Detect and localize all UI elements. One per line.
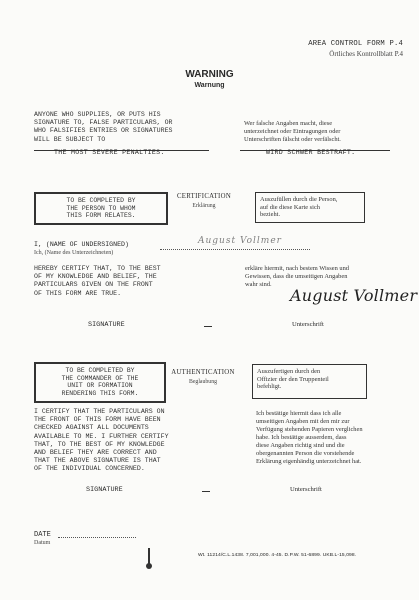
certify-line: PARTICULARS GIVEN ON THE FRONT	[34, 281, 153, 289]
form-code-en: AREA CONTROL FORM P.4	[308, 40, 403, 48]
box-line: Offizier der den Truppenteil	[257, 375, 329, 383]
penalty-de: WIRD SCHWER BESTRAFT.	[266, 149, 356, 156]
certification-title-de: Erklärung	[192, 203, 216, 209]
warning-line: WILL BE SUBJECT TO	[34, 135, 106, 143]
box-line: THE COMMANDER OF THE	[61, 374, 139, 382]
auth-line: THAT, TO THE BEST OF MY KNOWLEDGE	[34, 440, 165, 448]
auth-line: THAT THE ABOVE SIGNATURE IS THAT	[34, 457, 161, 465]
box-line: Auszufüllen durch die Person,	[260, 196, 338, 203]
cert-instructions-en-box	[34, 192, 168, 225]
name-label-de: Ich, (Name des Unterzeichneten)	[34, 250, 114, 256]
punch-hole	[146, 563, 152, 569]
box-line: TO BE COMPLETED BY	[66, 197, 136, 204]
signature-handwritten[interactable]: August Vollmer	[290, 286, 418, 305]
box-line: befehligt.	[257, 383, 282, 391]
auth-line: umseitigen Angaben mit den mir zur	[256, 418, 350, 425]
auth-line: habe. Ich bestätige ausserdem, dass	[256, 434, 347, 441]
certify-line: Gewissen, dass die umseitigen Angaben	[245, 273, 348, 280]
box-line: bezieht.	[260, 211, 281, 219]
signature-label-de: Unterschrift	[292, 321, 324, 328]
warning-line: ANYONE WHO SUPPLIES, OR PUTS HIS	[34, 111, 161, 118]
warning-line: Unterschriften fälscht oder verfälscht.	[244, 136, 341, 143]
separator-dash	[204, 326, 212, 327]
separator-dash	[202, 491, 210, 492]
date-label-de: Datum	[34, 540, 51, 546]
warning-line: unterzeichnet oder Eintragungen oder	[244, 128, 341, 135]
certify-line: HEREBY CERTIFY THAT, TO THE BEST	[34, 265, 161, 272]
auth-line: diese Angaben richtig sind und die	[256, 442, 345, 449]
certify-text-en	[34, 265, 214, 298]
box-line: RENDERING THIS FORM.	[61, 389, 139, 397]
box-line: auf die diese Karte sich	[260, 203, 320, 211]
penalty-en: THE MOST SEVERE PENALTIES.	[54, 149, 165, 156]
auth-text-de	[256, 410, 396, 466]
authentication-title-de: Beglaubung	[188, 379, 217, 385]
certification-title: CERTIFICATION	[176, 193, 232, 200]
authentication-title: AUTHENTICATION	[171, 369, 235, 376]
auth-signature-label-de: Unterschrift	[290, 486, 322, 493]
certify-line: OF MY KNOWLEDGE AND BELIEF, THE	[34, 273, 157, 281]
name-label-en: I, (NAME OF UNDERSIGNED)	[34, 241, 129, 248]
auth-line: THE FRONT OF THIS FORM HAVE BEEN	[34, 416, 161, 424]
auth-line: obergenannten Person die vorstehende	[256, 450, 355, 457]
warning-subtitle: Warnung	[194, 82, 225, 89]
warning-title: WARNING	[185, 69, 234, 80]
date-line[interactable]	[58, 537, 136, 538]
auth-line: OF THE INDIVIDUAL CONCERNED.	[34, 465, 145, 473]
name-value[interactable]: August Vollmer	[198, 236, 282, 246]
certify-line: OF THIS FORM ARE TRUE.	[34, 289, 122, 297]
auth-line: Erklärung eigenhändig unterzeichnet hat.	[256, 458, 362, 465]
warning-text-en	[34, 111, 209, 144]
certify-line: erkläre hiermit, nach bestem Wissen und	[245, 265, 349, 272]
box-line: THE PERSON TO WHOM	[66, 204, 136, 212]
box-line: TO BE COMPLETED BY	[65, 367, 135, 374]
auth-signature-label-en: SIGNATURE	[86, 486, 123, 494]
form-code-de: Örtliches Kontrollblatt P.4	[329, 50, 403, 58]
auth-instructions-en-box	[34, 362, 166, 403]
warning-line: WHO FALSIFIES ENTRIES OR SIGNATURES	[34, 127, 173, 135]
print-code: Wt. 11214/C.L.1438. 7,001,000. 4-45. D.P.W. 51-6899. UKB.L-15,098.	[198, 553, 357, 558]
auth-line: AVAILABLE TO ME. I FURTHER CERTIFY	[34, 432, 169, 440]
date-label-en: DATE	[34, 531, 51, 539]
box-line: Auszufertigen durch den	[257, 368, 321, 375]
warning-line: Wer falsche Angaben macht, diese	[244, 120, 333, 127]
auth-line: CHECKED AGAINST ALL DOCUMENTS	[34, 424, 149, 432]
auth-instructions-de-box	[252, 364, 367, 399]
certify-line: wahr sind.	[245, 281, 272, 288]
name-line	[160, 249, 310, 250]
signature-label-en: SIGNATURE	[88, 321, 125, 329]
auth-line: AND BELIEF THEY ARE CORRECT AND	[34, 449, 157, 457]
box-line: UNIT OR FORMATION	[67, 382, 133, 390]
cert-instructions-de-box	[255, 192, 365, 223]
auth-text-en	[34, 408, 214, 474]
auth-line: I CERTIFY THAT THE PARTICULARS ON	[34, 408, 165, 415]
warning-text-de	[244, 120, 394, 144]
box-line: THIS FORM RELATES.	[66, 212, 136, 220]
auth-line: Ich bestätige hiermit dass ich alle	[256, 410, 342, 417]
auth-line: Verfügung stehenden Papieren verglichen	[256, 426, 363, 433]
warning-line: SIGNATURE TO, FALSE PARTICULARS, OR	[34, 119, 173, 127]
